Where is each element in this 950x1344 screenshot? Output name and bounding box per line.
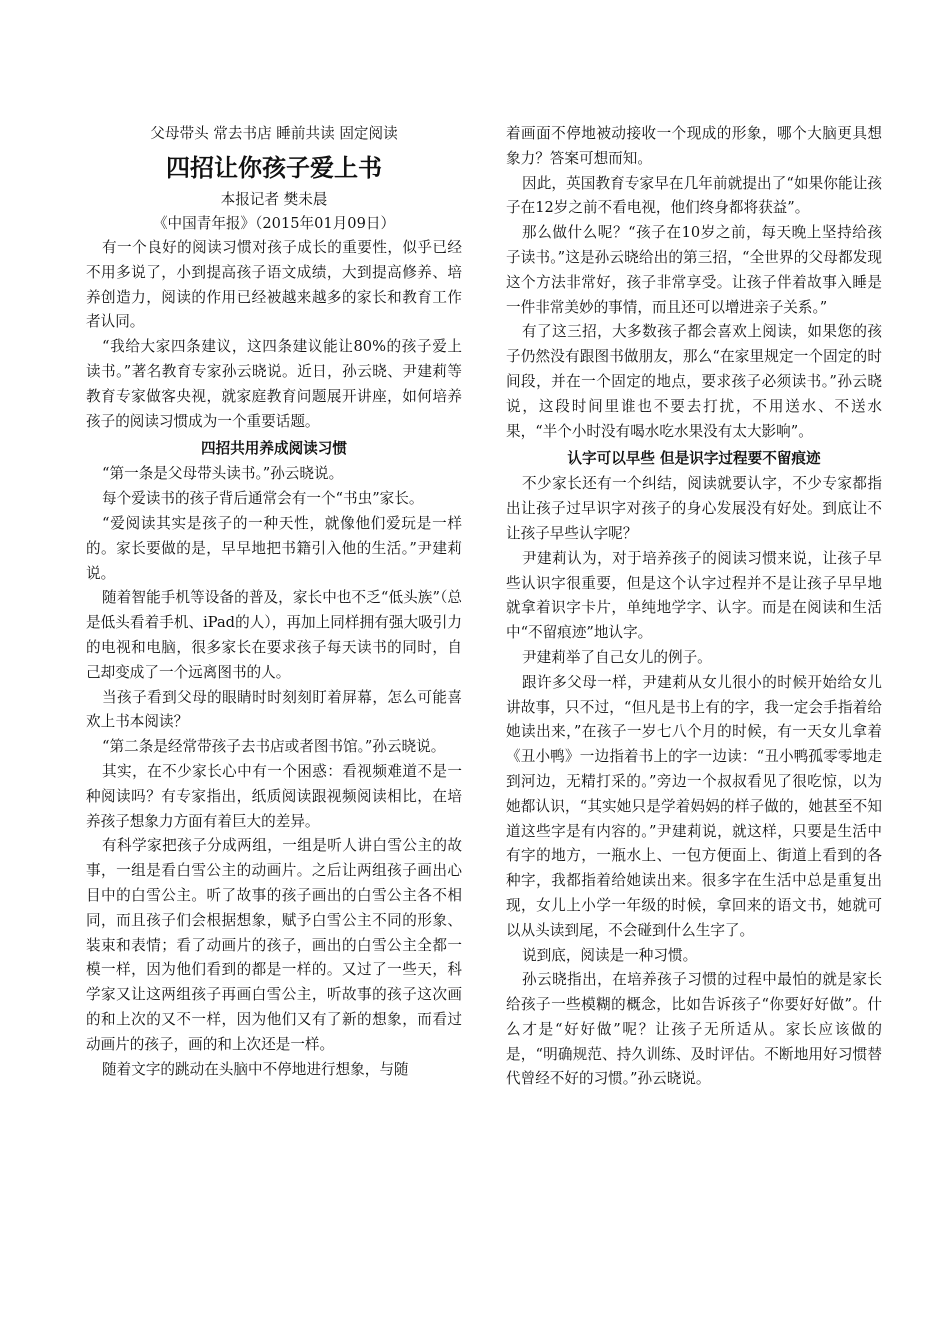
- newspaper-page: [86, 122, 882, 1312]
- left-column: [86, 122, 462, 1312]
- paragraph: “第一条是父母带头读书。”孙云晓说。: [102, 465, 344, 483]
- paragraph: 每个爱读书的孩子背后通常会有一个“书虫”家长。: [102, 490, 424, 508]
- paragraph: 孙云晓指出，在培养孩子习惯的过程中最怕的就是家长给孩子一些模糊的概念，比如告诉孩子“你要好好做”。什么才是“好好做”呢？让孩子无所适从。家长应该做的是，“明确规范、持久训练、及时评估。不断地用好习惯替代曾经不好的习惯。”孙云晓说。: [506, 971, 882, 1088]
- right-column: [506, 122, 882, 1312]
- section-heading: 认字可以早些 但是识字过程要不留痕迹: [567, 450, 821, 468]
- paragraph: 那么做什么呢？“孩子在10岁之前，每天晚上坚持给孩子读书。”这是孙云晓给出的第三招，“全世界的父母都发现这个方法非常好，孩子非常享受。让孩子伴着故事入睡是一件非常美妙的事情，而且还可以增进亲子关系。”: [506, 224, 882, 316]
- paragraph: 因此，英国教育专家早在几年前就提出了“如果你能让孩子在12岁之前不看电视，他们终身都将获益”。: [506, 174, 882, 217]
- paragraph: 尹建莉举了自己女儿的例子。: [522, 648, 712, 666]
- article-source: 《中国青年报》（2015年01月09日）: [152, 215, 396, 232]
- article-title: 四招让你孩子爱上书: [166, 153, 382, 182]
- article-byline: 本报记者 樊未晨: [220, 191, 328, 208]
- paragraph: “爱阅读其实是孩子的一种天性，就像他们爱玩是一样的。家长要做的是，早早地把书籍引入他的生活。”尹建莉说。: [86, 514, 462, 582]
- paragraph-continuation: 着画面不停地被动接收一个现成的形象，哪个大脑更具想象力？答案可想而知。: [506, 125, 882, 167]
- article-subtitle: 父母带头 常去书店 睡前共读 固定阅读: [150, 125, 398, 142]
- paragraph: “第二条是经常带孩子去书店或者图书馆。”孙云晓说。: [102, 738, 446, 756]
- paragraph: 有了这三招，大多数孩子都会喜欢上阅读，如果您的孩子仍然没有跟图书做朋友，那么“在家里规定一个固定的时间段，并在一个固定的地点，要求孩子必须读书。”孙云晓说，这段时间里谁也不要去打扰，不用送水、不送水果，“半个小时没有喝水吃水果没有太大影响”。: [506, 323, 882, 440]
- paragraph: 跟许多父母一样，尹建莉从女儿很小的时候开始给女儿讲故事，只不过，“但凡是书上有的字，我一定会手指着给她读出来，”在孩子一岁七八个月的时候，有一天女儿拿着《丑小鸭》一边指着书上的字一边读：“丑小鸭孤零零地走到河边，无精打采的。”旁边一个叔叔看见了很吃惊，以为她都认识，“其实她只是学着妈妈的样子做的，她甚至不知道这些字是有内容的。”尹建莉说，就这样，只要是生活中有字的地方，一瓶水上、一包方便面上、街道上看到的各种字，我都指着给她读出来。很多字在生活中总是重复出现，女儿上小学一年级的时候，拿回来的语文书，她就可以从头读到尾，不会碰到什么生字了。: [506, 673, 882, 939]
- paragraph: 随着智能手机等设备的普及，家长中也不乏“低头族”（总是低头看着手机、iPad的人），再加上同样拥有强大吸引力的电视和电脑，很多家长在要求孩子每天读书的同时，自己却变成了一个远离图书的人。: [86, 589, 462, 681]
- paragraph: “我给大家四条建议，这四条建议能让80%的孩子爱上读书。”著名教育专家孙云晓说。近日，孙云晓、尹建莉等教育专家做客央视，就家庭教育问题展开讲座，如何培养孩子的阅读习惯成为一个重要话题。: [86, 338, 462, 430]
- paragraph: 有科学家把孩子分成两组，一组是听人讲白雪公主的故事，一组是看白雪公主的动画片。之后让两组孩子画出心目中的白雪公主。听了故事的孩子画出的白雪公主各不相同，而且孩子们会根据想象，赋予白雪公主不同的形象、装束和表情；看了动画片的孩子，画出的白雪公主全都一模一样，因为他们看到的都是一样的。又过了一些天，科学家又让这两组孩子再画白雪公主，听故事的孩子这次画的和上次的又不一样，因为他们又有了新的想象，而看过动画片的孩子，画的和上次还是一样。: [86, 837, 462, 1053]
- section-heading: 四招共用养成阅读习惯: [201, 440, 347, 458]
- paragraph: 当孩子看到父母的眼睛时时刻刻盯着屏幕，怎么可能喜欢上书本阅读？: [86, 688, 462, 731]
- paragraph: 其实，在不少家长心中有一个困惑：看视频难道不是一种阅读吗？有专家指出，纸质阅读跟视频阅读相比，在培养孩子想象力方面有着巨大的差异。: [86, 762, 462, 830]
- paragraph: 随着文字的跳动在头脑中不停地进行想象，与随: [102, 1060, 409, 1078]
- paragraph: 说到底，阅读是一种习惯。: [522, 946, 698, 964]
- paragraph: 尹建莉认为，对于培养孩子的阅读习惯来说，让孩子早些认识字很重要，但是这个认字过程并不是让孩子早早地就拿着识字卡片，单纯地学字、认字。而是在阅读和生活中“不留痕迹”地认字。: [506, 549, 882, 642]
- paragraph: 有一个良好的阅读习惯对孩子成长的重要性，似乎已经不用多说了，小到提高孩子语文成绩，大到提高修养、培养创造力，阅读的作用已经被越来越多的家长和教育工作者认同。: [86, 239, 462, 331]
- paragraph: 不少家长还有一个纠结，阅读就要认字，不少专家都指出让孩子过早识字对孩子的身心发展没有好处。到底让不让孩子早些认字呢？: [506, 475, 882, 542]
